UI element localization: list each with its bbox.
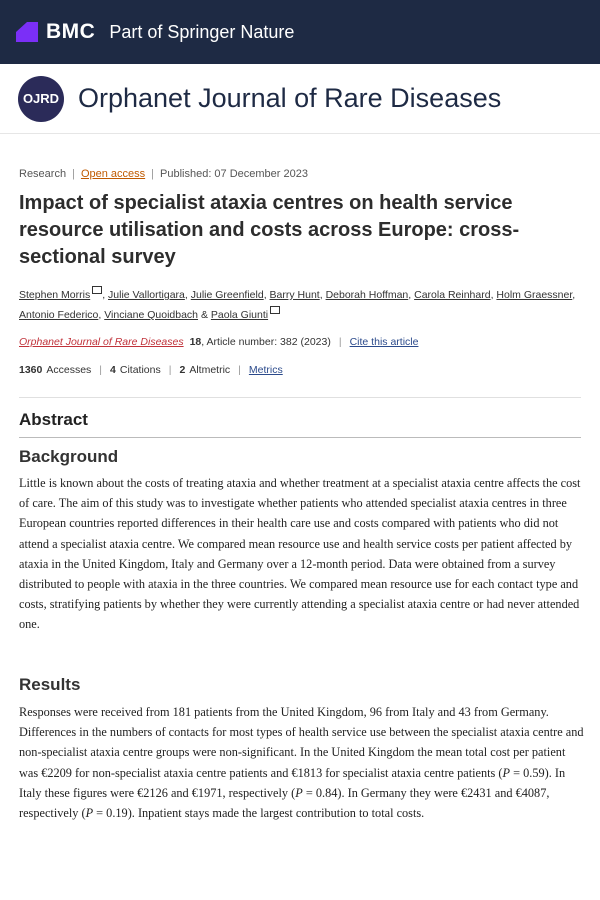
altmetric-label: Altmetric [189,364,231,376]
journal-title[interactable]: Orphanet Journal of Rare Diseases [78,83,502,113]
open-access-link[interactable]: Open access [80,168,146,180]
author-link[interactable]: Julie Vallortigara [108,289,185,301]
section-divider [19,397,581,398]
metrics-separator: | [99,364,103,376]
metrics-bar [19,364,283,376]
author-link[interactable]: Carola Reinhard [414,289,491,301]
article-title: Impact of specialist ataxia centres on health service resource utilisation and costs across Europe: cross-sectional survey [19,192,520,268]
accesses-label: Accesses [46,364,92,376]
email-icon[interactable] [270,306,280,314]
accesses-count: 1360 [19,364,43,376]
journal-header [0,64,600,134]
volume-number: 18 [189,336,202,348]
citation-separator: | [338,336,342,348]
author-list: Stephen Morris , Julie Vallortigara, Julie Greenfield, Barry Hunt, Deborah Hoffman, Carola Reinhard, Holm Graessner, Antonio Federico, Vinciane Quoidbach & Paola Giunti [19,285,579,325]
publisher-name: BMC [46,20,96,43]
author-link[interactable]: Barry Hunt [269,289,320,301]
abstract-rule [19,437,581,438]
results-text: = 0.59). In Italy these figures were €2126 and €1971, respectively ( [19,765,566,800]
author-link[interactable]: Deborah Hoffman [325,289,409,301]
results-paragraph [19,702,585,823]
citations-count: 4 [110,364,116,376]
meta-separator: | [72,168,75,180]
background-heading: Background [19,447,119,466]
author-link[interactable]: Paola Giunti [210,309,269,321]
p-value-symbol: P [502,765,511,780]
bmc-logo-icon [16,22,38,42]
email-icon[interactable] [92,286,102,294]
altmetric-count: 2 [179,364,186,376]
results-text: = 0.19). Inpatient stays made the largest contribution to total costs. [93,806,425,821]
p-value-symbol: P [85,806,94,821]
author-link[interactable]: Julie Greenfield [190,289,264,301]
results-text: Responses were received from 181 patients from the United Kingdom, 96 from Italy and 43 from Germany. Differences in the numbers of contacts for most types of health service use between the specialist ataxia centre and non-specialist ataxia centre groups were non-significant. In the United Kingdom the mean total cost per patient was €2209 for non-specialist ataxia centre patients and €1813 for specialist ataxia centre patients ( [19,705,584,780]
article-type: Research [19,168,67,180]
author-link[interactable]: Vinciane Quoidbach [104,309,199,321]
results-heading: Results [19,675,81,694]
journal-logo-icon[interactable]: OJRD [18,76,64,122]
publisher-tagline[interactable]: Part of Springer Nature [109,21,295,42]
metrics-link[interactable]: Metrics [248,364,283,376]
meta-separator: | [151,168,154,180]
metrics-separator: | [168,364,172,376]
bmc-logo[interactable] [16,20,109,44]
author-link[interactable]: Stephen Morris [19,289,91,301]
authors-ampersand: & [200,309,208,321]
abstract-heading: Abstract [19,410,88,429]
cite-this-article-link[interactable]: Cite this article [349,336,419,348]
article-meta [19,168,308,180]
author-link[interactable]: Holm Graessner [496,289,573,301]
citations-label: Citations [119,364,161,376]
metrics-separator: | [238,364,241,376]
citation-line [19,336,418,348]
background-paragraph: Little is known about the costs of treating ataxia and whether treatment at a specialist ataxia centre affects the cost of care. The aim of this study was to investigate whether patients who attended specialist ataxia centres in three European countries reported differences in their health care use and costs compared with patients who did not attend a specialist ataxia centre. We compared mean resource use and health service costs per patient affected by ataxia in the United Kingdom, Italy and Germany over a 12-month period. Data were obtained from a survey distributed to people with ataxia in the three countries. We compared mean resource use for each contact type and costs, stratifying patients by whether they were currently attending a specialist ataxia centre or had never attended one. [19,476,581,632]
article-number: , Article number: 382 (2023) [201,336,331,348]
published-date: Published: 07 December 2023 [160,168,308,180]
author-link[interactable]: Antonio Federico [19,309,99,321]
journal-link[interactable]: Orphanet Journal of Rare Diseases [19,336,184,348]
results-text: = 0.84). In Germany they were €2431 and €4087, respectively ( [19,785,550,821]
p-value-symbol: P [295,785,303,800]
publisher-bar [0,0,600,64]
